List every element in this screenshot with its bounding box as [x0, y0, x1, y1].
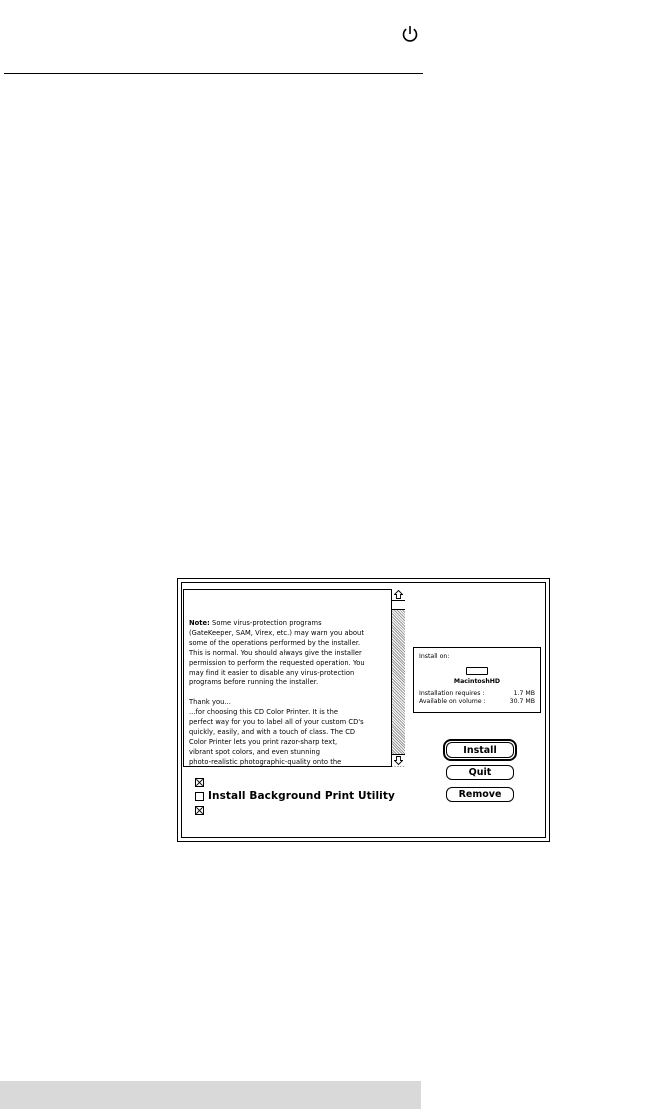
readme-body: Some virus-protection programs (GateKeeper, SAM, Virex, etc.) may warn you about some of the operations performed by the installer. This is normal. You should always give the installer permission to perform the requested operation. You may find it easier to disable any virus-protection programs before running the installer. Thank you... ...for choosing this CD Color Printer. It is the perfect way for you to label all of your custom CD's quickly, easily, and with a touch of class. The CD Color Printer lets you print razor-sharp text, vibrant spot colors, and even stunning photo-realistic photographic-quality onto the [189, 619, 365, 766]
scroll-up-button[interactable] [392, 589, 405, 601]
background-print-utility-checkbox[interactable] [195, 792, 204, 801]
scroll-down-button[interactable] [392, 754, 405, 766]
note-label: Note: [189, 619, 210, 627]
triangle-down-icon [394, 756, 403, 765]
option-checkbox-3[interactable] [195, 806, 204, 815]
readme-scrollbar[interactable] [391, 589, 405, 767]
footer-bar [0, 1081, 421, 1109]
available-label: Available on volume : [419, 698, 486, 705]
quit-button[interactable]: Quit [446, 765, 514, 780]
available-value: 30.7 MB [509, 698, 535, 705]
remove-button[interactable]: Remove [446, 787, 514, 802]
triangle-up-icon [394, 590, 403, 599]
readme-text [189, 619, 389, 767]
install-on-heading: Install on: [419, 653, 450, 660]
disk-name: MacintoshHD [453, 678, 501, 685]
install-button[interactable]: Install [446, 742, 514, 758]
hard-disk-icon[interactable] [466, 667, 488, 675]
install-location-panel [413, 647, 541, 713]
power-icon[interactable] [401, 24, 419, 44]
requires-label: Installation requires : [419, 690, 485, 697]
readme-text-area[interactable] [183, 589, 405, 767]
requires-value: 1.7 MB [513, 690, 535, 697]
header-divider [4, 73, 423, 74]
scroll-thumb[interactable] [392, 601, 405, 610]
background-print-utility-label: Install Background Print Utility [208, 790, 395, 802]
option-checkbox-1[interactable] [195, 778, 204, 787]
